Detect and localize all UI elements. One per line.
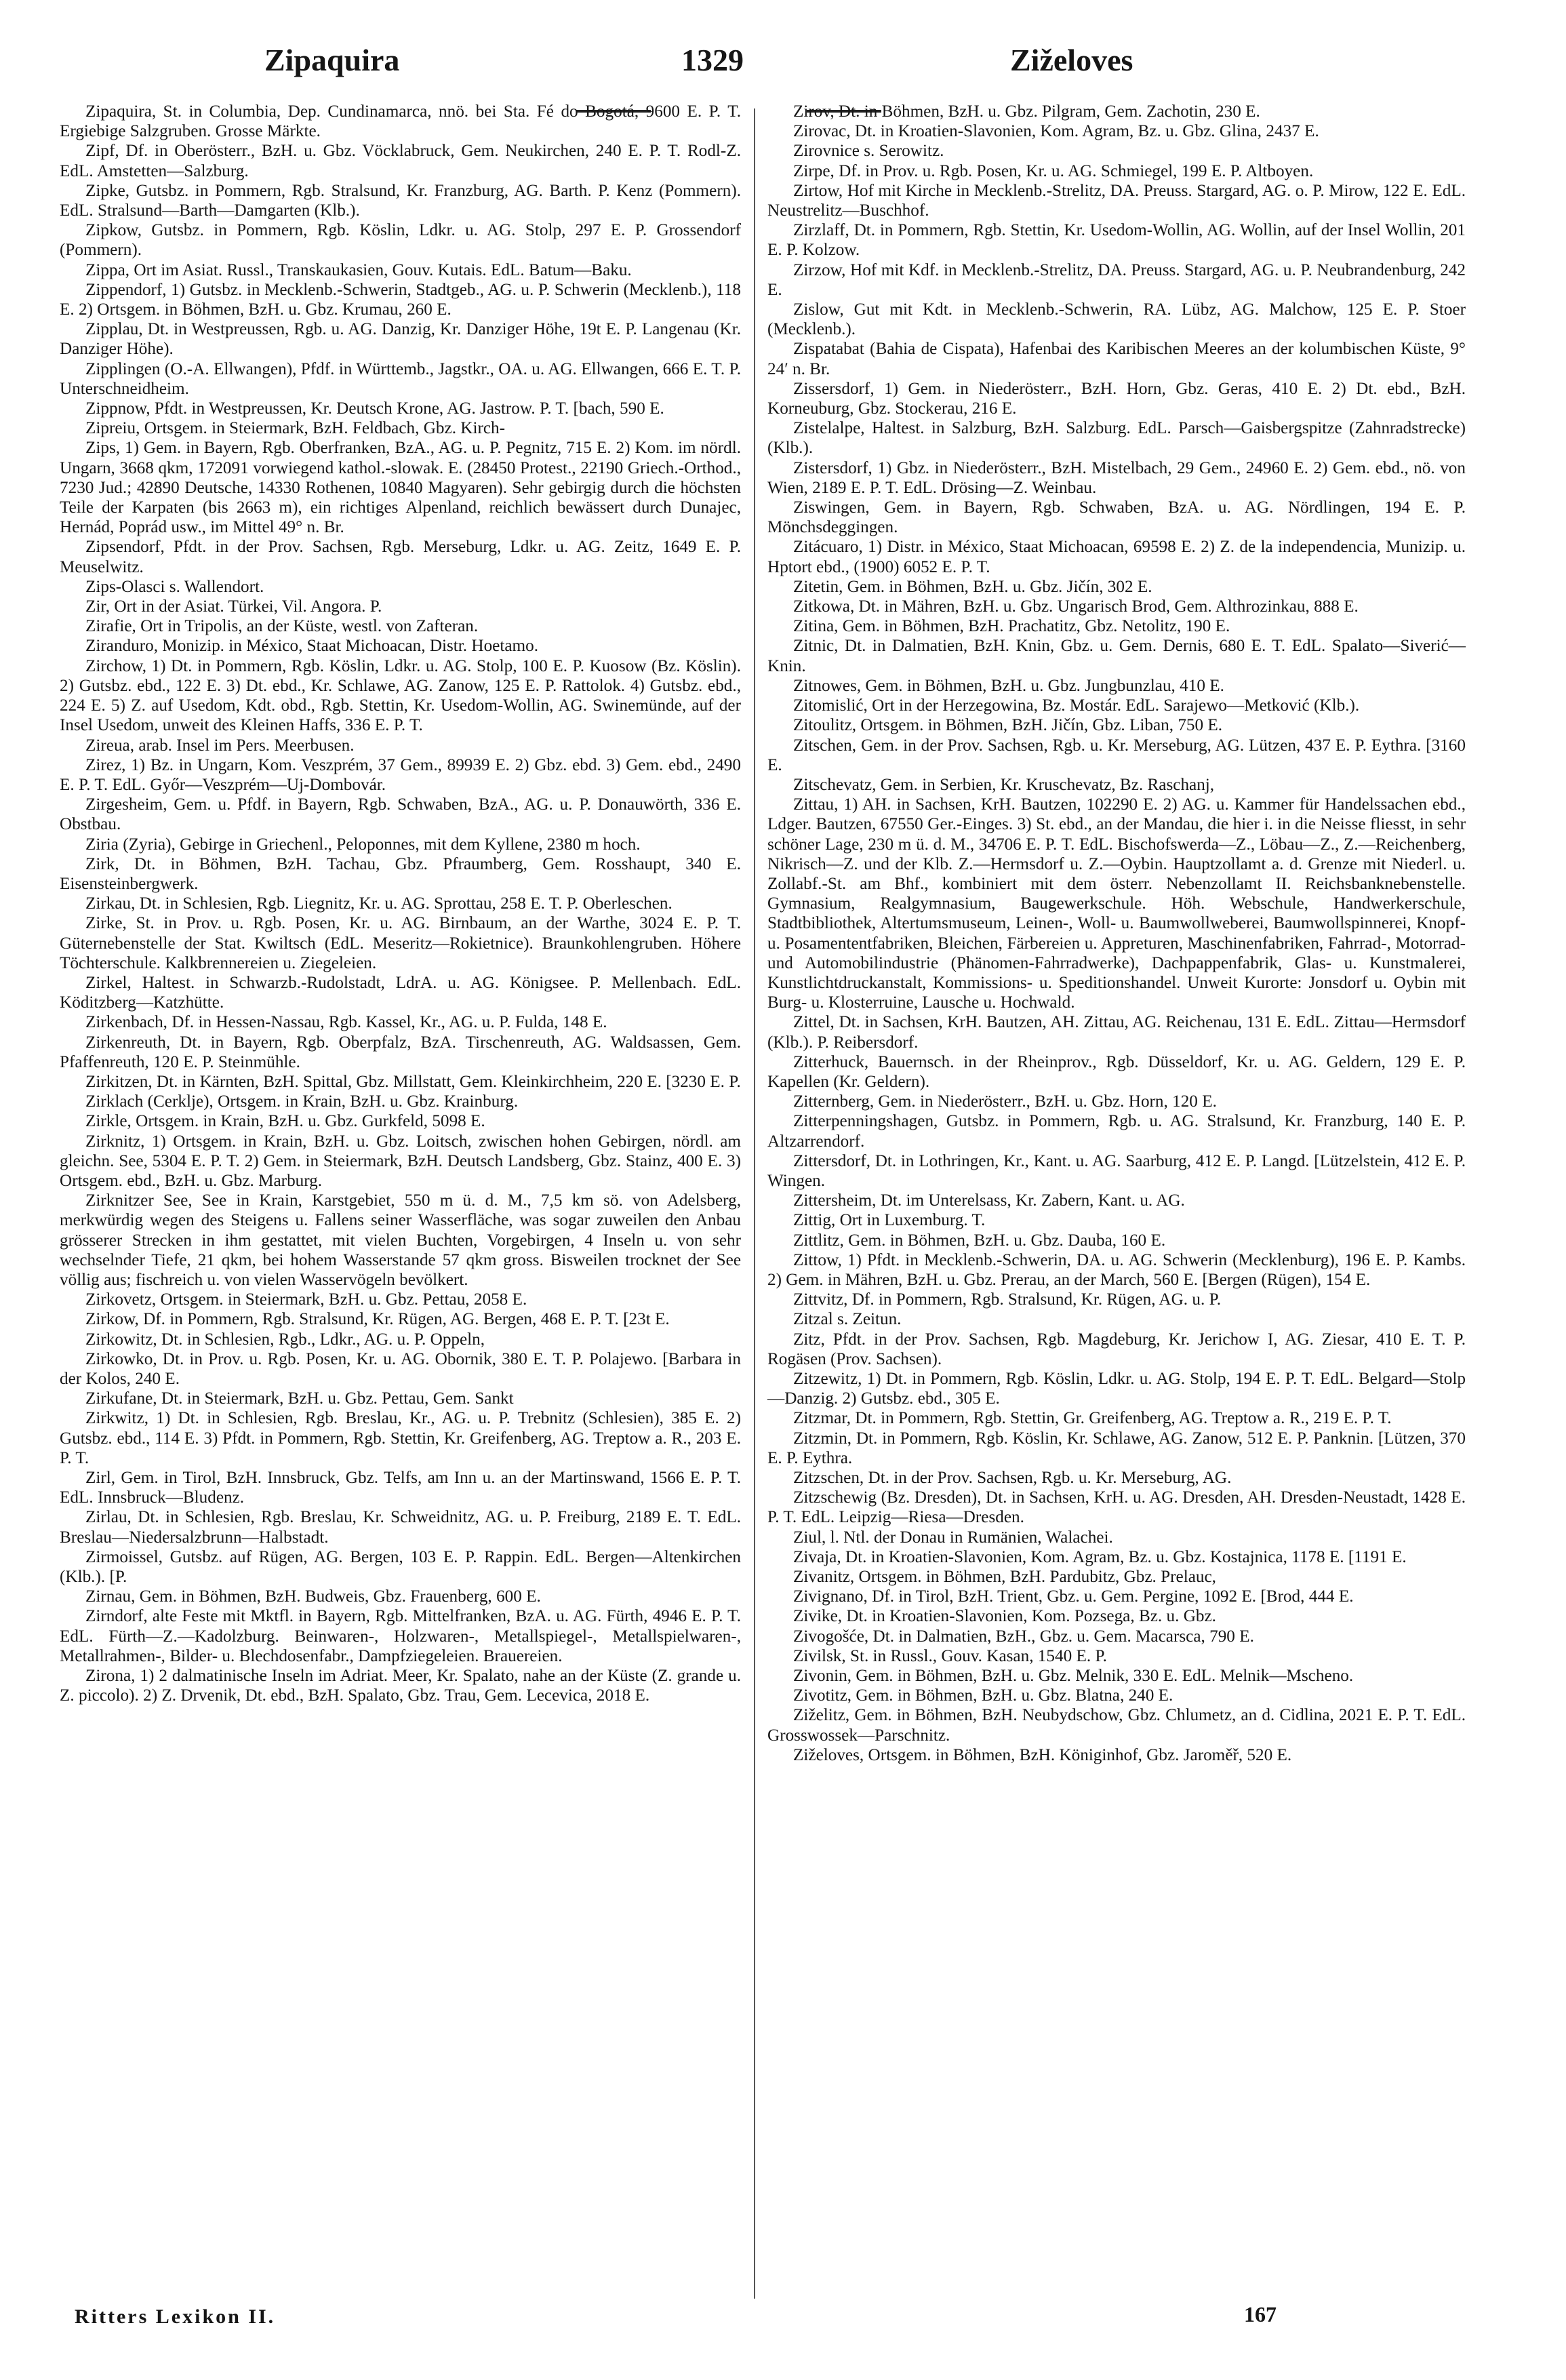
lexicon-entry: Zirzow, Hof mit Kdf. in Mecklenb.-Strelitz, DA. Preuss. Stargard, AG. u. P. Neubrandenburg, 242 E. xyxy=(767,260,1466,299)
header-last-entry: Ziželoves xyxy=(1010,43,1133,77)
lexicon-entry: Zipkow, Gutsbz. in Pommern, Rgb. Köslin, Ldkr. u. AG. Stolp, 297 E. P. Grossendorf (Pommern). xyxy=(60,221,741,260)
lexicon-entry: Zittvitz, Df. in Pommern, Rgb. Stralsund, Kr. Rügen, AG. u. P. xyxy=(793,1290,1222,1309)
lexicon-entry: Zitnic, Dt. in Dalmatien, BzH. Knin, Gbz. u. Gem. Dernis, 680 E. T. EdL. Spalato—Siverić—Knin. xyxy=(767,637,1466,675)
lexicon-entry: Zivaja, Dt. in Kroatien-Slavonien, Kom. Agram, Bz. u. Gbz. Kostajnica, 1178 E. [1191 E. xyxy=(793,1547,1407,1566)
left-column xyxy=(60,102,741,1705)
lexicon-entry: Zirndorf, alte Feste mit Mktfl. in Bayern, Rgb. Mittelfranken, BzA. u. AG. Fürth, 4946 E. P. T. EdL. Fürth—Z.—Kadolzburg. Beinwaren-, Holzwaren-, Metallspiegel-, Metallspielwaren-, Metallrahmen-, Bilder- u. Blechdosenfabr., Dampfziegeleien. Brauereien. xyxy=(60,1607,741,1665)
lexicon-entry: Zitschen, Gem. in der Prov. Sachsen, Rgb. u. Kr. Merseburg, AG. Lützen, 437 E. P. Eythra. [3160 E. xyxy=(767,736,1466,774)
lexicon-entry: Zittow, 1) Pfdt. in Mecklenb.-Schwerin, DA. u. AG. Schwerin (Mecklenburg), 196 E. P. Kambs. 2) Gem. in Mähren, BzH. u. Gbz. Prerau, an der March, 560 E. [Bergen (Rügen), 154 E. xyxy=(767,1250,1466,1289)
lexicon-entry: Zippnow, Pfdt. in Westpreussen, Kr. Deutsch Krone, AG. Jastrow. P. T. [bach, 590 E. xyxy=(85,399,664,418)
lexicon-entry: Zitzmar, Dt. in Pommern, Rgb. Stettin, Gr. Greifenberg, AG. Treptow a. R., 219 E. P. T. xyxy=(793,1409,1392,1428)
lexicon-entry: Zirkle, Ortsgem. in Krain, BzH. u. Gbz. Gurkfeld, 5098 E. xyxy=(85,1112,485,1131)
lexicon-entry: Zitz, Pfdt. in der Prov. Sachsen, Rgb. Magdeburg, Kr. Jerichow I, AG. Ziesar, 410 E. T. P. Rogäsen (Prov. Sachsen). xyxy=(767,1330,1466,1368)
lexicon-entry: Ziželoves, Ortsgem. in Böhmen, BzH. Königinhof, Gbz. Jaroměř, 520 E. xyxy=(793,1745,1292,1764)
lexicon-entry: Zipaquira, St. in Columbia, Dep. Cundinamarca, nnö. bei Sta. Fé do Bogotá, 9600 E. P. T. Ergiebige Salzgruben. Grosse Märkte. xyxy=(60,102,741,141)
lexicon-entry: Zir, Ort in der Asiat. Türkei, Vil. Angora. P. xyxy=(85,597,382,616)
lexicon-entry: Zirl, Gem. in Tirol, BzH. Innsbruck, Gbz. Telfs, am Inn u. an der Martinswand, 1566 E. P. T. EdL. Innsbruck—Bludenz. xyxy=(60,1469,741,1507)
lexicon-entry: Zirkitzen, Dt. in Kärnten, BzH. Spittal, Gbz. Millstatt, Gem. Kleinkirchheim, 220 E. [3230 E. P. xyxy=(85,1072,741,1091)
lexicon-entry: Zitetin, Gem. in Böhmen, BzH. u. Gbz. Jičín, 302 E. xyxy=(793,577,1152,596)
lexicon-entry: Zirgesheim, Gem. u. Pfdf. in Bayern, Rgb. Schwaben, BzA., AG. u. P. Donauwörth, 336 E. Obstbau. xyxy=(60,795,741,834)
lexicon-entry: Ziranduro, Monizip. in México, Staat Michoacan, Distr. Hoetamo. xyxy=(85,637,539,656)
lexicon-entry: Zirpe, Df. in Prov. u. Rgb. Posen, Kr. u. AG. Schmiegel, 199 E. P. Altboyen. xyxy=(793,161,1314,180)
lexicon-entry: Zirkwitz, 1) Dt. in Schlesien, Rgb. Breslau, Kr., AG. u. P. Trebnitz (Schlesien), 385 E. 2) Gutsbz. ebd., 114 E. 3) Pfdt. in Pommern, Rgb. Stettin, Kr. Greifenberg, AG. Treptow a. R., 203 E. P. T. xyxy=(60,1409,741,1467)
footer-sheet-number: 167 xyxy=(1244,2302,1277,2326)
lexicon-entry: Zitkowa, Dt. in Mähren, BzH. u. Gbz. Ungarisch Brod, Gem. Althrozinkau, 888 E. xyxy=(793,597,1359,616)
lexicon-entry: Zivike, Dt. in Kroatien-Slavonien, Kom. Pozsega, Bz. u. Gbz. xyxy=(793,1607,1216,1626)
lexicon-entry: Zirkau, Dt. in Schlesien, Rgb. Liegnitz, Kr. u. AG. Sprottau, 258 E. T. P. Oberleschen. xyxy=(85,894,672,913)
lexicon-entry: Zivanitz, Ortsgem. in Böhmen, BzH. Pardubitz, Gbz. Prelauc, xyxy=(793,1568,1216,1587)
lexicon-entry: Zips-Olasci s. Wallendort. xyxy=(85,577,264,596)
lexicon-entry: Zirkowko, Dt. in Prov. u. Rgb. Posen, Kr. u. AG. Obornik, 380 E. T. P. Polajewo. [Barbara in der Kolos, 240 E. xyxy=(60,1349,741,1388)
lexicon-entry: Zitzschen, Dt. in der Prov. Sachsen, Rgb. u. Kr. Merseburg, AG. xyxy=(793,1469,1232,1488)
lexicon-entry: Zireua, arab. Insel im Pers. Meerbusen. xyxy=(85,736,355,755)
lexicon-entry: Zirchow, 1) Dt. in Pommern, Rgb. Köslin, Ldkr. u. AG. Stolp, 100 E. P. Kuosow (Bz. Köslin). 2) Gutsbz. ebd., 122 E. 3) Dt. ebd., Kr. Schlawe, AG. Zanow, 125 E. P. Rattolok. 4) Gutsbz. ebd., 224 E. 5) Z. auf Usedom, Kdt. obd., Rgb. Stettin, Kr. Usedom-Wollin, AG. Swinemünde, auf der Insel Usedom, unweit des Kleinen Haffs, 336 E. P. T. xyxy=(60,656,741,735)
lexicon-entry: Zistelalpe, Haltest. in Salzburg, BzH. Salzburg. EdL. Parsch—Gaisbergspitze (Zahnradstrecke) (Klb.). xyxy=(767,419,1466,458)
lexicon-entry: Zivotitz, Gem. in Böhmen, BzH. u. Gbz. Blatna, 240 E. xyxy=(793,1686,1173,1705)
lexicon-entry: Zitzmin, Dt. in Pommern, Rgb. Köslin, Kr. Schlawe, AG. Zanow, 512 E. P. Panknin. [Lützen, 370 E. P. Eythra. xyxy=(767,1429,1466,1467)
lexicon-entry: Zistersdorf, 1) Gbz. in Niederösterr., BzH. Mistelbach, 29 Gem., 24960 E. 2) Gem. ebd., nö. von Wien, 2189 E. P. T. EdL. Drösing—Z. Weinbau. xyxy=(767,458,1466,497)
lexicon-entry: Ziželitz, Gem. in Böhmen, BzH. Neubydschow, Gbz. Chlumetz, an d. Cidlina, 2021 E. P. T. EdL. Grosswossek—Parschnitz. xyxy=(767,1706,1466,1745)
lexicon-entry: Zitácuaro, 1) Distr. in México, Staat Michoacan, 69598 E. 2) Z. de la independencia, Munizip. u. Hptort ebd., (1900) 6052 E. P. T. xyxy=(767,538,1466,576)
lexicon-entry: Zirona, 1) 2 dalmatinische Inseln im Adriat. Meer, Kr. Spalato, nahe an der Küste (Z. grande u. Z. piccolo). 2) Z. Drvenik, Dt. ebd., BzH. Spalato, Gbz. Trau, Gem. Lecevica, 2018 E. xyxy=(60,1667,741,1705)
lexicon-entry: Zispatabat (Bahia de Cispata), Hafenbai des Karibischen Meeres an der kolumbischen Küste, 9° 24′ n. Br. xyxy=(767,340,1466,378)
lexicon-entry: Zirkenbach, Df. in Hessen-Nassau, Rgb. Kassel, Kr., AG. u. P. Fulda, 148 E. xyxy=(85,1013,607,1032)
lexicon-entry: Zitterhuck, Bauernsch. in der Rheinprov., Rgb. Düsseldorf, Kr. u. AG. Geldern, 129 E. P. Kapellen (Kr. Geldern). xyxy=(767,1052,1466,1091)
page-number: 1329 xyxy=(681,43,744,77)
lexicon-entry: Ziria (Zyria), Gebirge in Griechenl., Peloponnes, mit dem Kyllene, 2380 m hoch. xyxy=(85,835,641,854)
lexicon-entry: Zips, 1) Gem. in Bayern, Rgb. Oberfranken, BzA., AG. u. P. Pegnitz, 715 E. 2) Kom. im nördl. Ungarn, 3668 qkm, 172091 vorwiegend kathol.-slowak. E. (28450 Protest., 22190 Griech.-Orthod., 7230 Jud.; 42890 Deutsche, 14330 Rothenen, 10840 Magyaren). Sehr gebirgig durch die höchsten Teile der Karpaten (bis 2663 m), ein richtiges Alpenland, reichlich bewässert durch Dunajec, Hernád, Poprád usw., im Mittel 49° n. Br. xyxy=(60,439,741,537)
lexicon-entry: Zivilsk, St. in Russl., Gouv. Kasan, 1540 E. P. xyxy=(793,1646,1107,1665)
lexicon-entry: Zirkel, Haltest. in Schwarzb.-Rudolstadt, LdrA. u. AG. Königsee. P. Mellenbach. EdL. Köditzberg—Katzhütte. xyxy=(60,973,741,1012)
lexicon-entry: Zitzschewig (Bz. Dresden), Dt. in Sachsen, KrH. u. AG. Dresden, AH. Dresden-Neustadt, 1428 E. P. T. EdL. Leipzig—Riesa—Dresden. xyxy=(767,1488,1466,1527)
lexicon-entry: Zittig, Ort in Luxemburg. T. xyxy=(793,1211,986,1230)
lexicon-entry: Zippendorf, 1) Gutsbz. in Mecklenb.-Schwerin, Stadtgeb., AG. u. P. Schwerin (Mecklenb.), 118 E. 2) Ortsgem. in Böhmen, BzH. u. Gbz. Krumau, 260 E. xyxy=(60,280,741,319)
lexicon-entry: Zirnau, Gem. in Böhmen, BzH. Budweis, Gbz. Frauenberg, 600 E. xyxy=(85,1587,541,1606)
lexicon-entry: Zirkufane, Dt. in Steiermark, BzH. u. Gbz. Pettau, Gem. Sankt xyxy=(85,1389,514,1408)
lexicon-entry: Zitoulitz, Ortsgem. in Böhmen, BzH. Jičín, Gbz. Liban, 750 E. xyxy=(793,716,1223,735)
lexicon-entry: Zirkowitz, Dt. in Schlesien, Rgb., Ldkr., AG. u. P. Oppeln, xyxy=(85,1330,485,1349)
right-column xyxy=(767,102,1466,1765)
lexicon-entry: Zippa, Ort im Asiat. Russl., Transkaukasien, Gouv. Kutais. EdL. Batum—Baku. xyxy=(85,260,632,279)
header-first-entry: Zipaquira xyxy=(264,43,400,77)
lexicon-entry: Zivonin, Gem. in Böhmen, BzH. u. Gbz. Melnik, 330 E. EdL. Melnik—Mscheno. xyxy=(793,1667,1354,1686)
lexicon-entry: Zirafie, Ort in Tripolis, an der Küste, westl. von Zafteran. xyxy=(85,617,479,636)
lexicon-entry: Zitzal s. Zeitun. xyxy=(793,1310,902,1329)
lexicon-entry: Zirzlaff, Dt. in Pommern, Rgb. Stettin, Kr. Usedom-Wollin, AG. Wollin, auf der Insel Wollin, 201 E. P. Kolzow. xyxy=(767,221,1466,260)
lexicon-entry: Zittersheim, Dt. im Unterelsass, Kr. Zabern, Kant. u. AG. xyxy=(793,1191,1185,1210)
lexicon-entry: Zipf, Df. in Oberösterr., BzH. u. Gbz. Vöcklabruck, Gem. Neukirchen, 240 E. P. T. Rodl-Z. EdL. Amstetten—Salzburg. xyxy=(60,142,741,180)
lexicon-entry: Zitina, Gem. in Böhmen, BzH. Prachatitz, Gbz. Netolitz, 190 E. xyxy=(793,617,1230,636)
lexicon-entry: Zirovac, Dt. in Kroatien-Slavonien, Kom. Agram, Bz. u. Gbz. Glina, 2437 E. xyxy=(793,122,1319,141)
lexicon-entry: Zirkenreuth, Dt. in Bayern, Rgb. Oberpfalz, BzA. Tirschenreuth, AG. Waldsassen, Gem. Pfaffenreuth, 120 E. P. Steinmühle. xyxy=(60,1033,741,1071)
lexicon-entry: Zitschevatz, Gem. in Serbien, Kr. Kruschevatz, Bz. Raschanj, xyxy=(793,775,1215,794)
lexicon-entry: Zitomislić, Ort in der Herzegowina, Bz. Mostár. EdL. Sarajewo—Metković (Klb.). xyxy=(793,696,1360,715)
lexicon-entry: Zittlitz, Gem. in Böhmen, BzH. u. Gbz. Dauba, 160 E. xyxy=(793,1231,1166,1250)
lexicon-entry: Zipreiu, Ortsgem. in Steiermark, BzH. Feldbach, Gbz. Kirch- xyxy=(85,419,506,438)
lexicon-entry: Zittau, 1) AH. in Sachsen, KrH. Bautzen, 102290 E. 2) AG. u. Kammer für Handelssachen ebd., Ldger. Bautzen, 67550 Ger.-Einges. 3) St. ebd., an der Mandau, die hier i. in die Neisse fliesst, in sehr schöner Lage, 230 m ü. d. M., 34706 E. P. T. EdL. Bischofswerda—Z., Löbau—Z., Z.—Reichenberg, Nikrisch—Z. und der Klb. Z.—Hermsdorf u. Z.—Oybin. Hauptzollamt a. d. Grenze mit Niederl. u. Zollabf.-St. am Bhf., kombiniert mit dem österr. Nebenzollamt II. Reichsbanknebenstelle. Gymnasium, Realgymnasium, Baugewerkschule. Höh. Webschule, Handwerkerschule, Stadtbibliothek, Altertumsmuseum, Leinen-, Woll- u. Baumwollweberei, Baumwollspinnerei, Knopf- u. Posamententfabriken, Bleichen, Färbereien u. Appreturen, Maschinenfabriken, Fahrrad-, Motorrad- und Automobilindustrie (Phänomen-Fahrradwerke), Dachpappenfabrik, Glas- u. Kunstmalerei, Kunstlichtdruckanstalt, Kommissions- u. Speditionshandel. Unweit Kurorte: Jonsdorf u. Oybin mit Burg- u. Klosterruine, Lausche u. Hochwald. xyxy=(767,795,1466,1012)
lexicon-entry: Zirknitz, 1) Ortsgem. in Krain, BzH. u. Gbz. Loitsch, zwischen hohen Gebirgen, nördl. am gleichn. See, 5304 E. P. T. 2) Gem. in Steiermark, BzH. Deutsch Landsberg, Gbz. Stainz, 400 E. 3) Ortsgem. ebd., BzH. u. Gbz. Marburg. xyxy=(60,1132,741,1190)
lexicon-entry: Zirmoissel, Gutsbz. auf Rügen, AG. Bergen, 103 E. P. Rappin. EdL. Bergen—Altenkirchen (Klb.). [P. xyxy=(60,1547,741,1587)
lexicon-entry: Zirez, 1) Bz. in Ungarn, Kom. Veszprém, 37 Gem., 89939 E. 2) Gbz. ebd. 3) Gem. ebd., 2490 E. P. T. EdL. Győr—Veszprém—Uj-Dombovár. xyxy=(60,755,741,794)
lexicon-entry: Ziul, l. Ntl. der Donau in Rumänien, Walachei. xyxy=(793,1528,1113,1547)
lexicon-entry: Zipplau, Dt. in Westpreussen, Rgb. u. AG. Danzig, Kr. Danziger Höhe, 19t E. P. Langenau (Kr. Danziger Höhe). xyxy=(60,320,741,359)
lexicon-entry: Zirke, St. in Prov. u. Rgb. Posen, Kr. u. AG. Birnbaum, an der Warthe, 3024 E. P. T. Güternebenstelle der Stat. Kwiltsch (EdL. Meseritz—Rokietnice). Braunkohlengruben. Höhere Töchterschule. Kalkbrennereien u. Ziegeleien. xyxy=(60,914,741,972)
lexicon-entry: Zirkovetz, Ortsgem. in Steiermark, BzH. u. Gbz. Pettau, 2058 E. xyxy=(85,1290,527,1309)
column-divider xyxy=(754,108,755,2299)
lexicon-entry: Zipsendorf, Pfdt. in der Prov. Sachsen, Rgb. Merseburg, Ldkr. u. AG. Zeitz, 1649 E. P. Meuselwitz. xyxy=(60,538,741,576)
lexicon-entry: Zirklach (Cerklje), Ortsgem. in Krain, BzH. u. Gbz. Krainburg. xyxy=(85,1092,519,1111)
lexicon-entry: Zitnowes, Gem. in Böhmen, BzH. u. Gbz. Jungbunzlau, 410 E. xyxy=(793,676,1224,695)
lexicon-entry: Zitternberg, Gem. in Niederösterr., BzH. u. Gbz. Horn, 120 E. xyxy=(793,1092,1217,1111)
lexicon-entry: Zirkow, Df. in Pommern, Rgb. Stralsund, Kr. Rügen, AG. Bergen, 468 E. P. T. [23t E. xyxy=(85,1310,670,1329)
lexicon-entry: Zissersdorf, 1) Gem. in Niederösterr., BzH. Horn, Gbz. Geras, 410 E. 2) Dt. ebd., BzH. Korneuburg, Gbz. Stockerau, 216 E. xyxy=(767,379,1466,418)
running-header xyxy=(0,42,1566,90)
lexicon-entry: Zirov, Dt. in Böhmen, BzH. u. Gbz. Pilgram, Gem. Zachotin, 230 E. xyxy=(793,102,1260,121)
lexicon-entry: Zirovnice s. Serowitz. xyxy=(793,142,944,161)
lexicon-entry: Zirk, Dt. in Böhmen, BzH. Tachau, Gbz. Pfraumberg, Gem. Rosshaupt, 340 E. Eisensteinbergwerk. xyxy=(60,854,741,893)
lexicon-entry: Zirtow, Hof mit Kirche in Mecklenb.-Strelitz, DA. Preuss. Stargard, AG. o. P. Mirow, 122 E. EdL. Neustrelitz—Buschhof. xyxy=(767,181,1466,220)
lexicon-entry: Zipke, Gutsbz. in Pommern, Rgb. Stralsund, Kr. Franzburg, AG. Barth. P. Kenz (Pommern). EdL. Stralsund—Barth—Damgarten (Klb.). xyxy=(60,181,741,220)
lexicon-entry: Zitterpenningshagen, Gutsbz. in Pommern, Rgb. u. AG. Stralsund, Kr. Franzburg, 140 E. P. Altzarrendorf. xyxy=(767,1112,1466,1151)
lexicon-entry: Ziswingen, Gem. in Bayern, Rgb. Schwaben, BzA. u. AG. Nördlingen, 194 E. P. Mönchsdeggingen. xyxy=(767,498,1466,537)
lexicon-entry: Zivignano, Df. in Tirol, BzH. Trient, Gbz. u. Gem. Pergine, 1092 E. [Brod, 444 E. xyxy=(793,1587,1354,1606)
lexicon-entry: Zislow, Gut mit Kdt. in Mecklenb.-Schwerin, RA. Lübz, AG. Malchow, 125 E. P. Stoer (Mecklenb.). xyxy=(767,300,1466,339)
lexicon-entry: Zirlau, Dt. in Schlesien, Rgb. Breslau, Kr. Schweidnitz, AG. u. P. Freiburg, 2189 E. T. EdL. Breslau—Niedersalzbrunn—Halbstadt. xyxy=(60,1508,741,1547)
lexicon-entry: Zirknitzer See, See in Krain, Karstgebiet, 550 m ü. d. M., 7,5 km sö. von Adelsberg, merkwürdig wegen des Steigens u. Fallens seiner Wasserfläche, was sogar zuweilen den Anbau grösserer Strecken in ihm gestattet, mit vielen Buchten, Vorgebirgen, 4 Inseln u. von sehr wechselnder Tiefe, 21 qkm, bei hohem Wasserstande 57 qkm gross. Bisweilen trocknet der See völlig aus; fischreich u. von vielen Wasservögeln bevölkert. xyxy=(60,1191,741,1289)
lexicon-entry: Zipplingen (O.-A. Ellwangen), Pfdf. in Württemb., Jagstkr., OA. u. AG. Ellwangen, 666 E. T. P. Unterschneidheim. xyxy=(60,359,741,398)
lexicon-entry: Zitzewitz, 1) Dt. in Pommern, Rgb. Köslin, Ldkr. u. AG. Stolp, 194 E. P. T. EdL. Belgard—Stolp—Danzig. 2) Gutsbz. ebd., 305 E. xyxy=(767,1370,1466,1408)
footer-signature: Ritters Lexikon II. xyxy=(75,2305,276,2328)
lexicon-entry: Zittersdorf, Dt. in Lothringen, Kr., Kant. u. AG. Saarburg, 412 E. P. Langd. [Lützelstein, 412 E. P. Wingen. xyxy=(767,1151,1466,1190)
lexicon-entry: Zivogošće, Dt. in Dalmatien, BzH., Gbz. u. Gem. Macarsca, 790 E. xyxy=(793,1627,1254,1646)
lexicon-entry: Zittel, Dt. in Sachsen, KrH. Bautzen, AH. Zittau, AG. Reichenau, 131 E. EdL. Zittau—Hermsdorf (Klb.). P. Reibersdorf. xyxy=(767,1013,1466,1052)
